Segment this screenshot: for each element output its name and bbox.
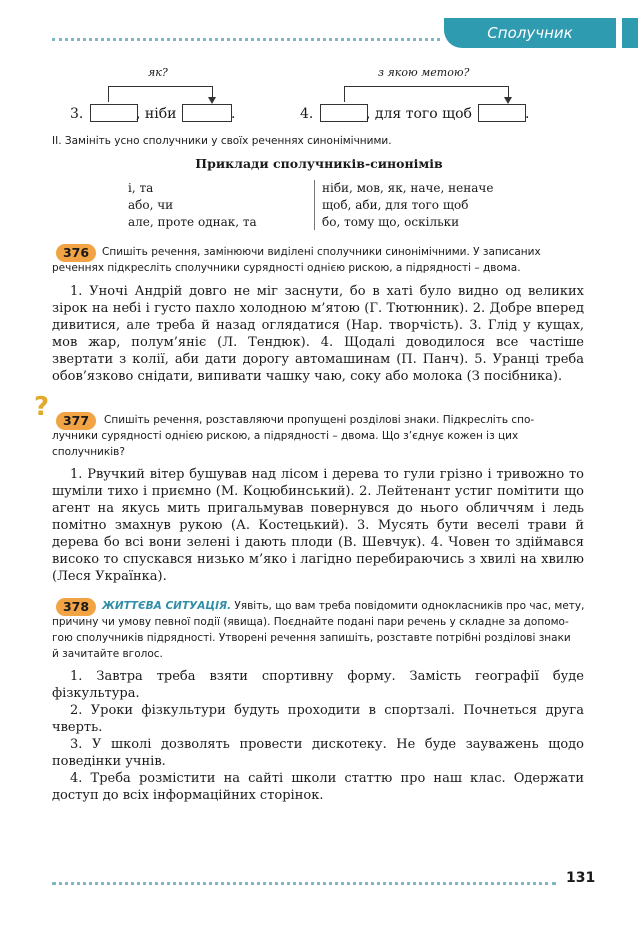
scheme-left-box-1 <box>90 104 138 122</box>
scheme-left-end: . <box>231 106 236 122</box>
scheme-right-number: 4. <box>300 106 314 122</box>
task-377-badge: 377 <box>56 412 96 430</box>
page-number: 131 <box>566 870 596 886</box>
task-376-paragraph: 1. Уночі Андрій довго не міг заснути, бо в хаті було видно од великих зірок на небі і густо пахло холодною м’ятою (Г. Тютюнник). 2. Добре вперед дивитися, але треба й назад оглядатися (Нар. творчість). 3. Глід у кущах, мов жар, полум’яніє (Л. Тендюк). 4. Щодалі доводилося все частіше звертати з колії, аби дати дорогу автомашинам (П. Панч). 5. Уранці треба обов’язково снідати, випивати чашку чаю, соку або молока (З посібника). <box>52 284 584 384</box>
scheme-left-bracket-top <box>108 86 212 87</box>
task-376-badge: 376 <box>56 244 96 262</box>
scheme-right-arrow <box>504 97 512 104</box>
scheme-left-box-2 <box>182 104 232 122</box>
task-377-paragraph: 1. Рвучкий вітер бушував над лісом і дерева то гули грізно і тривожно то шуміли тихо і приємно (М. Коцюбинський). 2. Лейтенант устиг помітити що агент на якусь мить пригальмував повернувся до нього обличчям і ледь помітно змахнув рукою (А. Костецький). 3. Мусять бути веселі трави й дерева бо всі вони зелені і дають плоди (В. Шевчук). 4. Човен то здіймався високо то спускався низько м’яко і лагідно перебираючись з хвилі на хвилю (Леся Українка). <box>52 467 584 584</box>
task-378-instruction-line-1 <box>102 599 584 614</box>
scheme-right-bracket-start <box>344 86 345 102</box>
task-378-instruction-line-4: й зачитайте вголос. <box>52 648 163 660</box>
scheme-right-box-2 <box>478 104 526 122</box>
scheme-right-question: з якою метою? <box>378 66 470 79</box>
scheme-left-connector: , ніби <box>136 106 177 122</box>
scheme-right-end: . <box>525 106 530 122</box>
section-tab-edge <box>622 18 638 48</box>
synonyms-right-1: ніби, мов, як, наче, неначе <box>322 181 494 195</box>
footer-dotted-rule <box>52 882 556 885</box>
header-dotted-rule <box>52 38 440 41</box>
task-378-item-1: 1. Завтра треба взяти спортивну форму. Замість географії буде фізкультура. <box>52 669 584 701</box>
scheme-right-box-1 <box>320 104 368 122</box>
synonyms-right-2: щоб, аби, для того щоб <box>322 198 469 212</box>
synonyms-left-3: але, проте однак, та <box>128 215 257 229</box>
task-376-instruction-line-2: реченнях підкресліть сполучники сурядності однією рискою, а підрядності – двома. <box>52 262 521 274</box>
synonyms-title: Приклади сполучників-синонімів <box>195 156 443 171</box>
task-378-item-4: 4. Треба розмістити на сайті школи статтю про наш клас. Одержати доступ до всіх інформаційних сторінок. <box>52 771 584 803</box>
task-377-text <box>52 466 584 585</box>
scheme-left-number: 3. <box>70 106 84 122</box>
task-377-instruction-line-3: сполучників? <box>52 446 125 458</box>
scheme-right-bracket-top <box>344 86 508 87</box>
task-378-item-3: 3. У школі дозволять провести дискотеку. Не буде зауважень щодо поведінки учнів. <box>52 737 584 769</box>
scheme-left-question: як? <box>148 66 168 79</box>
section-tab <box>444 18 616 48</box>
task-376-instruction-line-1: Спишіть речення, замінюючи виділені сполучники синонімічними. У записаних <box>102 246 541 258</box>
task-376-text <box>52 283 584 385</box>
synonyms-separator <box>314 180 315 230</box>
synonyms-left-1: і, та <box>128 181 154 195</box>
mascot-icon: ? <box>34 392 50 422</box>
task-378-text <box>52 668 584 804</box>
task-378-instruction-line-3: гою сполучників підрядності. Утворені речення запишіть, розставте потрібні розділові знаки <box>52 632 571 644</box>
section-title: Сполучник <box>487 24 573 42</box>
task-378-badge: 378 <box>56 598 96 616</box>
task-377-instruction-line-1: Спишіть речення, розставляючи пропущені розділові знаки. Підкресліть спо- <box>104 414 535 426</box>
task-378-line-1-text: Уявіть, що вам треба повідомити однокласників про час, мету, <box>234 600 585 612</box>
synonyms-left-2: або, чи <box>128 198 174 212</box>
instruction-2: ІІ. Замініть усно сполучники у своїх реченнях синонімічними. <box>52 135 392 147</box>
task-378-instruction-line-2: причину чи умову певної події (явища). Поєднайте подані пари речень у складне за допомо- <box>52 616 569 628</box>
life-situation-label: ЖИТТЄВА СИТУАЦІЯ. <box>102 600 232 612</box>
task-377-instruction-line-2: лучники сурядності однією рискою, а підрядності – двома. Що з’єднує кожен із цих <box>52 430 519 442</box>
scheme-left-arrow <box>208 97 216 104</box>
task-378-item-2: 2. Уроки фізкультури будуть проходити в спортзалі. Почнеться друга чверть. <box>52 703 584 735</box>
scheme-right-connector: , для того щоб <box>366 106 472 122</box>
synonyms-right-3: бо, тому що, оскільки <box>322 215 460 229</box>
scheme-left-bracket-start <box>108 86 109 102</box>
